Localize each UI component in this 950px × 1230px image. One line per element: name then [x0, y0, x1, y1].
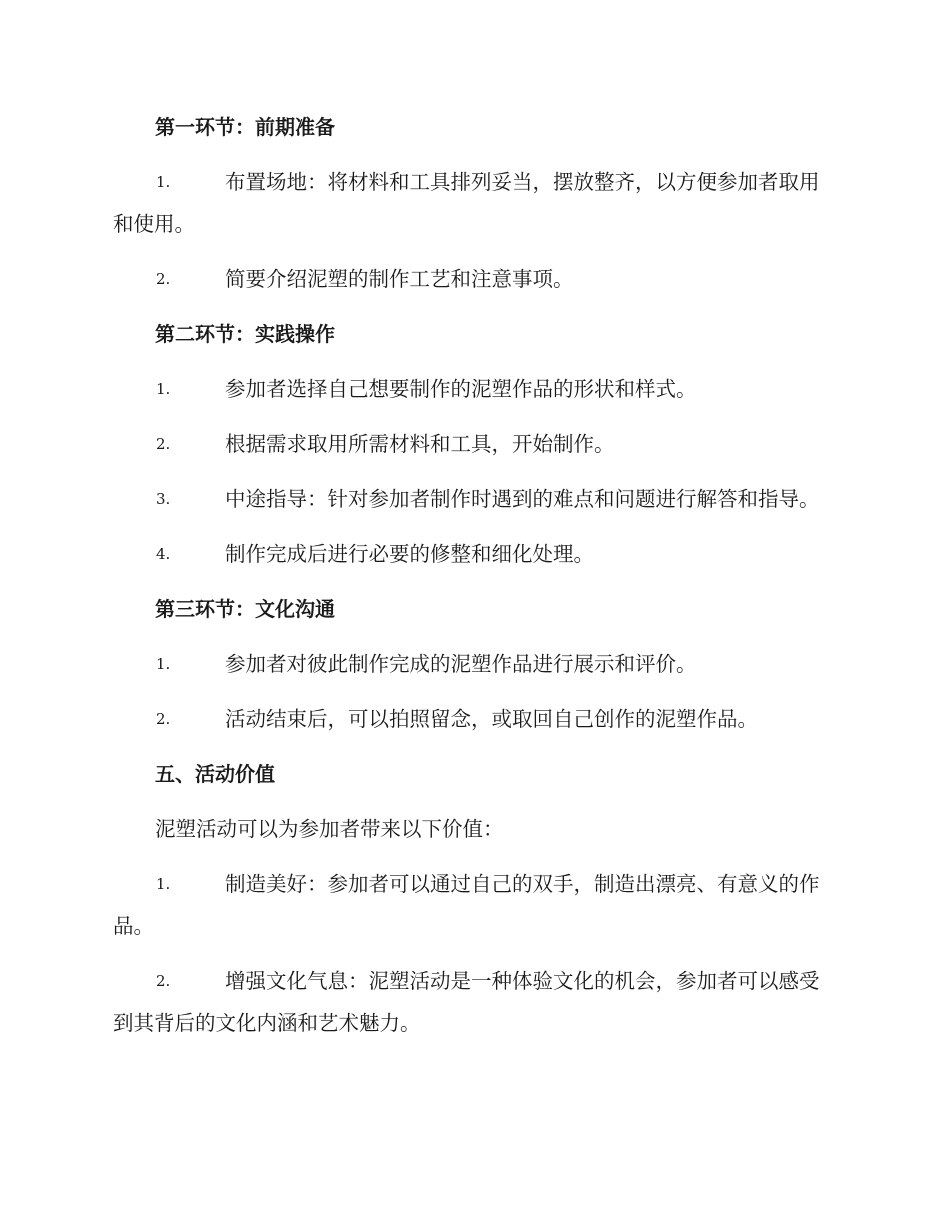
list-number: 2. [156, 972, 171, 990]
list-item [113, 533, 835, 575]
list-number: 1. [156, 655, 171, 673]
list-item [113, 478, 835, 520]
list-number: 3. [156, 490, 171, 508]
list-text: 布置场地：将材料和工具排列妥当，摆放整齐，以方便参加者取用和使用。 [113, 170, 820, 236]
list-number: 1. [156, 875, 171, 893]
list-item [113, 863, 835, 947]
list-text: 参加者对彼此制作完成的泥塑作品进行展示和评价。 [225, 652, 697, 676]
section-heading: 第三环节：文化沟通 [155, 597, 335, 621]
intro-paragraph: 泥塑活动可以为参加者带来以下价值： [155, 817, 504, 841]
section-heading: 第二环节：实践操作 [155, 322, 335, 346]
list-text: 活动结束后，可以拍照留念，或取回自己创作的泥塑作品。 [225, 707, 758, 731]
section-heading: 五、活动价值 [155, 762, 275, 786]
list-number: 1. [156, 380, 171, 398]
list-number: 4. [156, 545, 171, 563]
list-item [113, 698, 835, 740]
list-text: 制造美好：参加者可以通过自己的双手，制造出漂亮、有意义的作品。 [113, 872, 820, 938]
list-number: 2. [156, 270, 171, 288]
list-number: 1. [156, 173, 171, 191]
list-number: 2. [156, 710, 171, 728]
section-culture-exchange [113, 588, 835, 740]
list-item [113, 423, 835, 465]
list-text: 中途指导：针对参加者制作时遇到的难点和问题进行解答和指导。 [225, 487, 820, 511]
section-heading: 第一环节：前期准备 [155, 115, 335, 139]
list-text: 参加者选择自己想要制作的泥塑作品的形状和样式。 [225, 377, 697, 401]
list-text: 制作完成后进行必要的修整和细化处理。 [225, 542, 594, 566]
list-item [113, 368, 835, 410]
list-item [113, 258, 835, 300]
list-number: 2. [156, 435, 171, 453]
section-preparation [113, 106, 835, 300]
document-body [113, 106, 835, 1057]
list-text: 简要介绍泥塑的制作工艺和注意事项。 [225, 267, 574, 291]
section-practice [113, 313, 835, 575]
section-activity-value [113, 753, 835, 1044]
list-item [113, 960, 835, 1044]
list-text: 增强文化气息：泥塑活动是一种体验文化的机会，参加者可以感受到其背后的文化内涵和艺术魅力。 [113, 969, 820, 1035]
list-item [113, 161, 835, 245]
list-text: 根据需求取用所需材料和工具，开始制作。 [225, 432, 615, 456]
list-item [113, 643, 835, 685]
